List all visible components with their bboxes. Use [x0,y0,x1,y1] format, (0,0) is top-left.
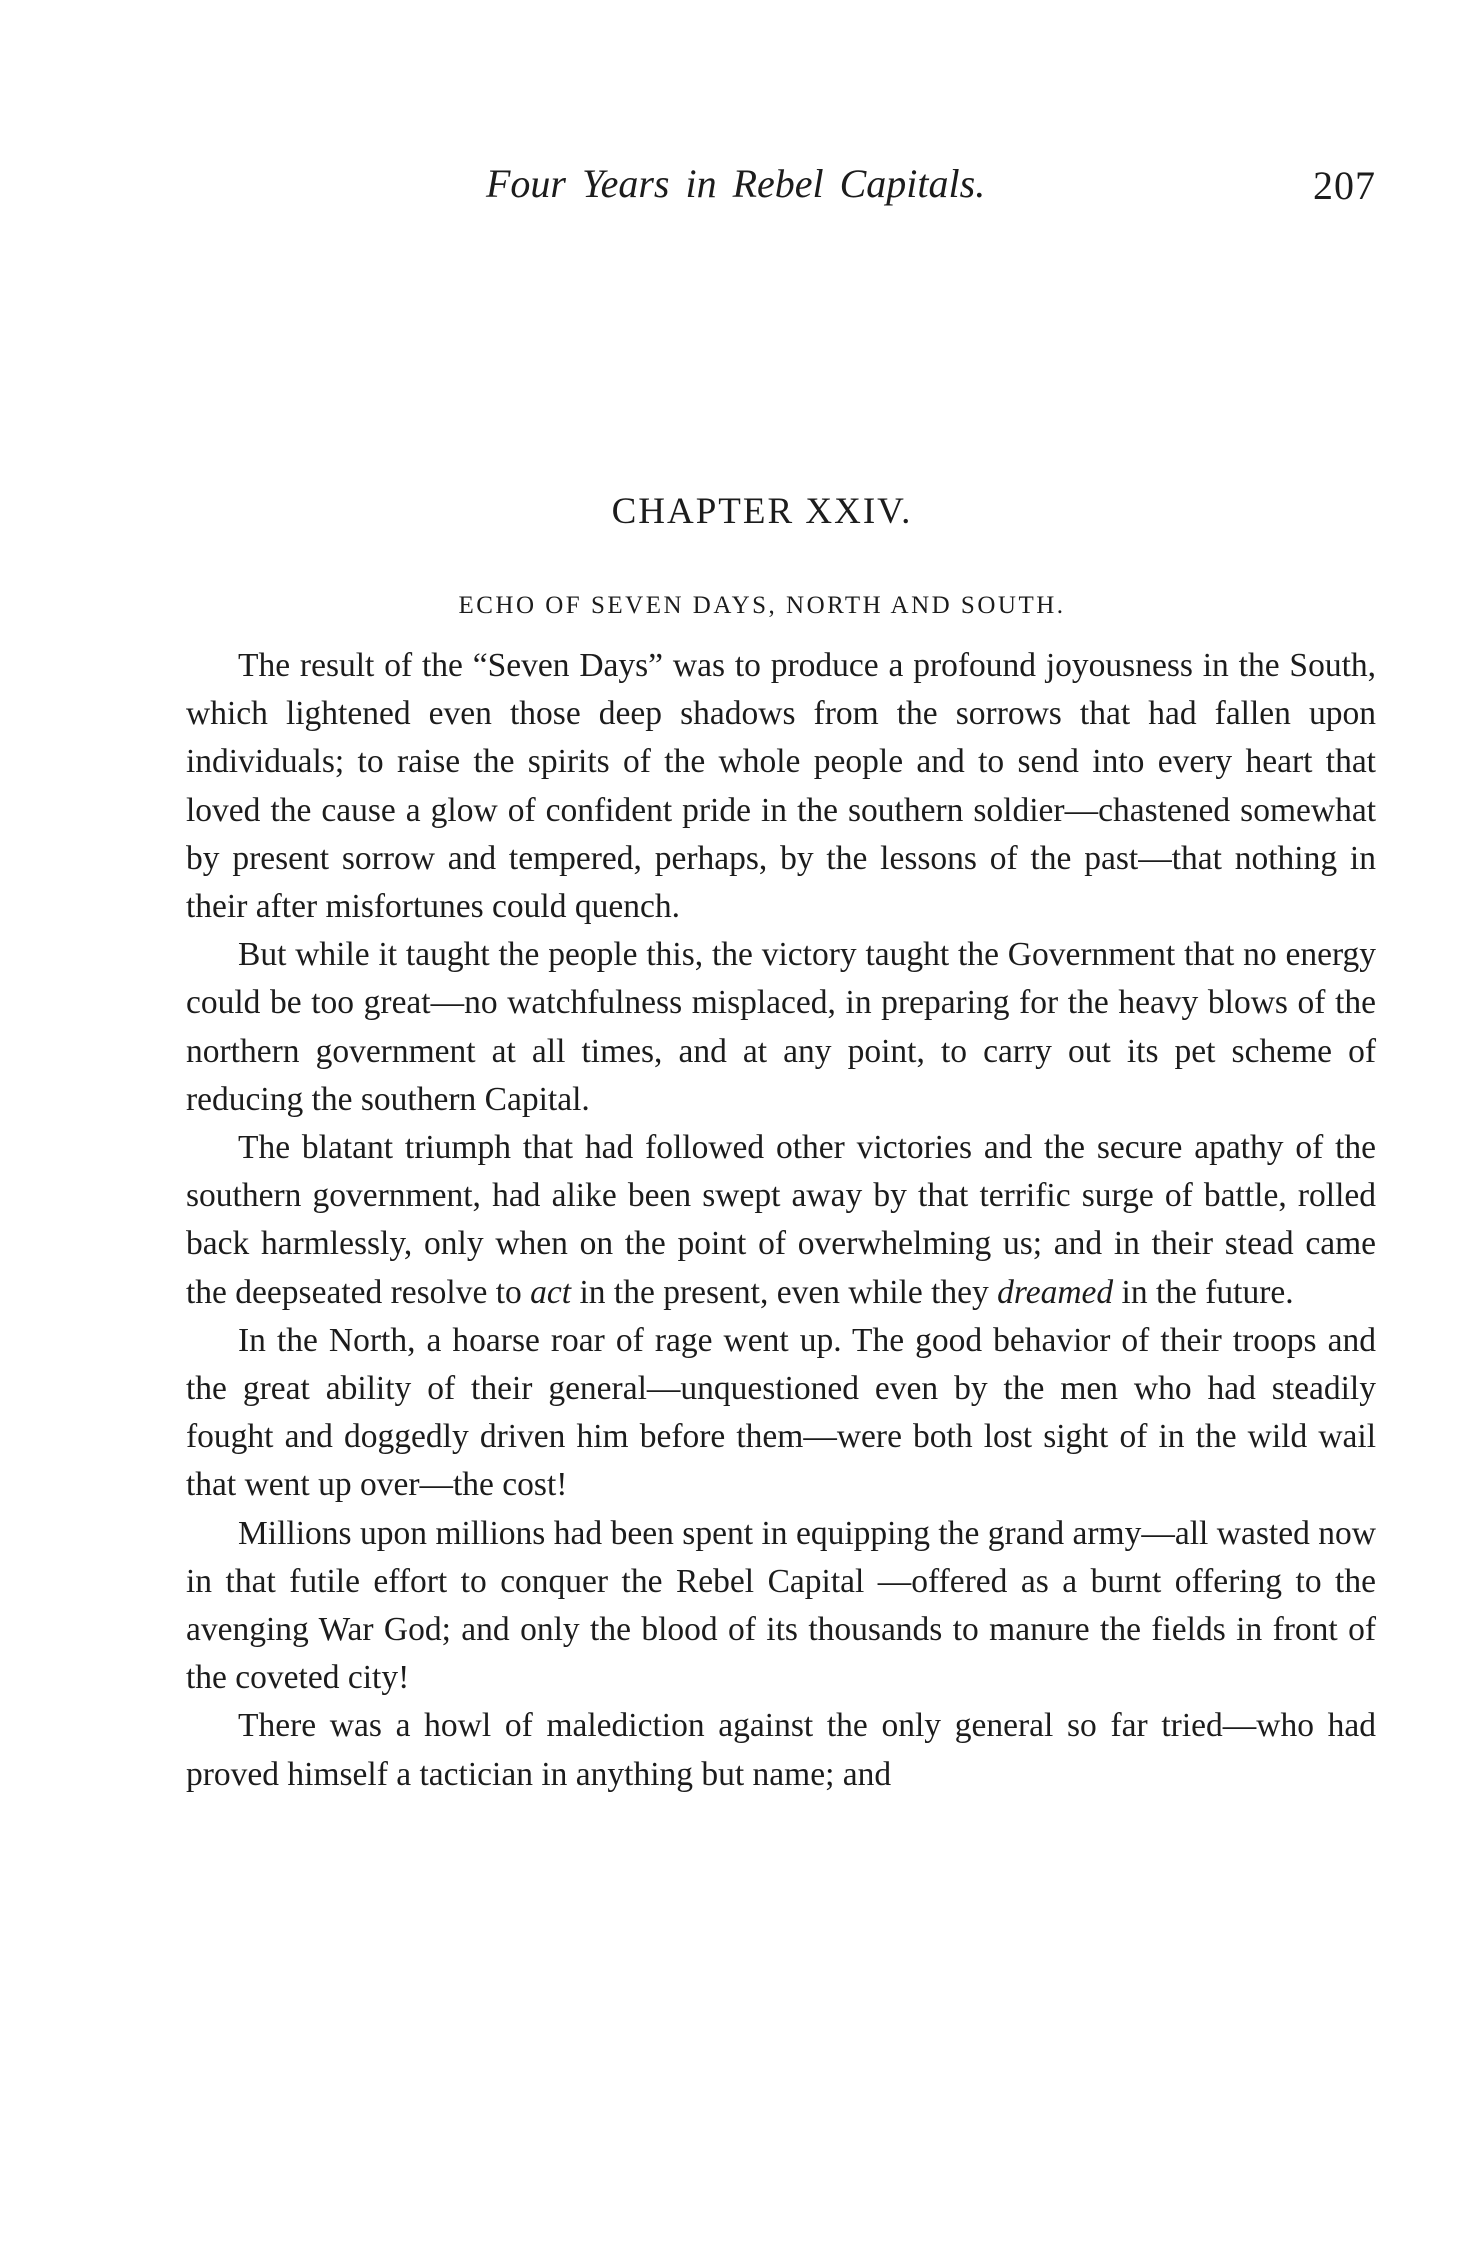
paragraph-5: Millions upon millions had been spent in equipping the grand army—all wasted now in that futile effort to conquer the Rebel Capital —offered as a burnt offering to the avenging War God; and only the blood of its thousands to manure the fields in front of the coveted city! [186,1514,1376,1697]
paragraph-1: The result of the “Seven Days” was to produce a profound joyousness in the South, which lightened even those deep shadows from the sorrows that had fallen upon individuals; to raise the spirits of the whole people and to send into every heart that loved the cause a glow of confident pride in the southern soldier—chastened somewhat by present sorrow and tempered, perhaps, by the lessons of the past—that nothing in their after misfortunes could quench. [186,647,1376,926]
body-text [186,642,1376,1799]
running-title: Four Years in Rebel Capitals. [486,161,986,206]
running-head [186,160,1376,216]
emphasis-act: act [530,1273,572,1311]
paragraph-3 [186,1124,1376,1317]
paragraph-2: But while it taught the people this, the victory taught the Government that no energy could be too great—no watchfulness misplaced, in preparing for the heavy blows of the northern government at all times, and at any point, to carry out its pet scheme of reducing the southern Capital. [186,936,1376,1118]
paragraph-6: There was a howl of malediction against the only general so far tried—who had proved himself a tactician in anything but name; and [186,1707,1376,1793]
paragraph-4: In the North, a hoarse roar of rage went up. The good behavior of their troops and the great ability of their general—unquestioned even by the men who had steadily fought and doggedly driven him before them—were both lost sight of in the wild wail that went up over—the cost! [186,1321,1376,1504]
page-number: 207 [1313,163,1376,208]
paragraph-3-part-2: in the present, even while they [571,1273,998,1311]
paragraph-3-part-1: The blatant triumph that had followed other victories and the secure apathy of the southern government, had alike been swept away by that terrific surge of battle, rolled back harmlessly, only when on the point of overwhelming us; and in their stead came the deepseated resolve to [186,1129,1376,1311]
emphasis-dreamed: dreamed [997,1273,1114,1311]
chapter-title: CHAPTER XXIV. [611,491,913,532]
paragraph-3-part-3: in the future. [1113,1273,1294,1311]
chapter-subtitle: ECHO OF SEVEN DAYS, NORTH AND SOUTH. [458,592,1066,619]
